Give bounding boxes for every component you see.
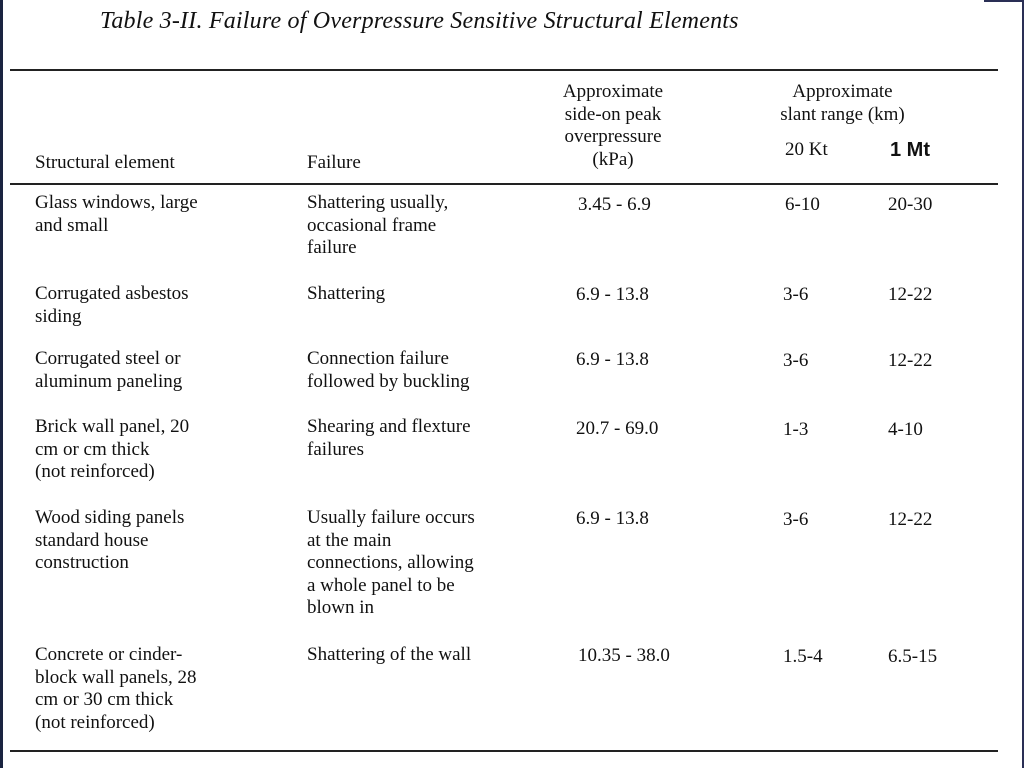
cell-structural-element: Wood siding panels standard house construction bbox=[35, 507, 185, 573]
cell-structural-element: Corrugated steel or aluminum paneling bbox=[35, 348, 183, 392]
header-structural-element: Structural element bbox=[35, 152, 175, 173]
cell-failure: Shattering bbox=[307, 283, 386, 304]
cell-range-1mt: 4-10 bbox=[888, 419, 923, 440]
cell-range-20kt: 3-6 bbox=[783, 350, 809, 371]
cell-overpressure: 3.45 - 6.9 bbox=[578, 194, 651, 215]
cell-overpressure: 6.9 - 13.8 bbox=[576, 508, 649, 529]
header-failure: Failure bbox=[307, 152, 361, 173]
cell-range-1mt: 12-22 bbox=[888, 284, 933, 305]
cell-range-20kt: 1.5-4 bbox=[783, 646, 823, 667]
header-overpressure: Approximate side-on peak overpressure (kPa) bbox=[562, 81, 664, 170]
cell-range-20kt: 1-3 bbox=[783, 419, 809, 440]
cell-range-1mt: 12-22 bbox=[888, 509, 933, 530]
table-header-rule bbox=[10, 183, 998, 185]
cell-failure: Shattering of the wall bbox=[307, 644, 472, 665]
header-1mt: 1 Mt bbox=[890, 139, 930, 161]
cell-structural-element: Concrete or cinder- block wall panels, 28 cm or 30 cm thick (not reinforced) bbox=[35, 644, 197, 733]
cell-range-20kt: 3-6 bbox=[783, 284, 809, 305]
table-top-rule bbox=[10, 69, 998, 71]
cell-range-1mt: 6.5-15 bbox=[888, 646, 938, 667]
cell-failure: Shearing and flexture failures bbox=[307, 416, 471, 460]
cell-overpressure: 20.7 - 69.0 bbox=[576, 418, 659, 439]
cell-overpressure: 6.9 - 13.8 bbox=[576, 349, 649, 370]
frame-edge-top bbox=[984, 0, 1024, 2]
header-slant-range: Approximate slant range (km) bbox=[780, 81, 905, 125]
header-20kt: 20 Kt bbox=[785, 139, 828, 160]
cell-structural-element: Glass windows, large and small bbox=[35, 192, 198, 236]
cell-range-1mt: 20-30 bbox=[888, 194, 933, 215]
cell-structural-element: Corrugated asbestos siding bbox=[35, 283, 189, 327]
cell-failure: Shattering usually, occasional frame failure bbox=[307, 192, 449, 258]
cell-range-1mt: 12-22 bbox=[888, 350, 933, 371]
cell-range-20kt: 3-6 bbox=[783, 509, 809, 530]
cell-overpressure: 6.9 - 13.8 bbox=[576, 284, 649, 305]
table-bottom-rule bbox=[10, 750, 998, 752]
cell-failure: Usually failure occurs at the main connections, allowing a whole panel to be blown in bbox=[307, 507, 475, 618]
cell-failure: Connection failure followed by buckling bbox=[307, 348, 470, 392]
cell-overpressure: 10.35 - 38.0 bbox=[578, 645, 670, 666]
table-title: Table 3-II. Failure of Overpressure Sensitive Structural Elements bbox=[100, 8, 739, 34]
cell-structural-element: Brick wall panel, 20 cm or cm thick (not reinforced) bbox=[35, 416, 190, 482]
cell-range-20kt: 6-10 bbox=[785, 194, 820, 215]
frame-edge-left bbox=[0, 0, 3, 768]
